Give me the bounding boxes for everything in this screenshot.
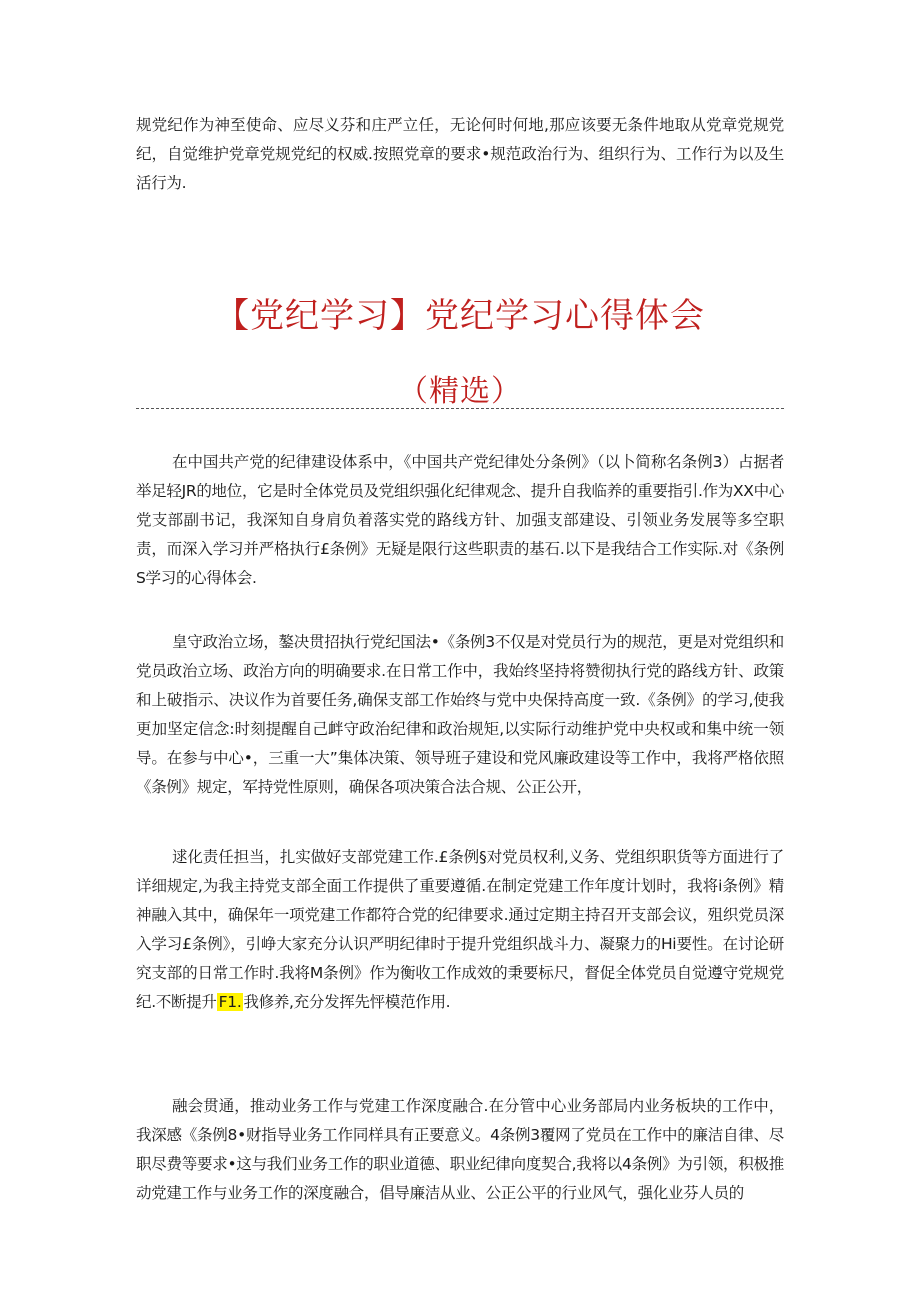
body-paragraph-3: [136, 843, 784, 1017]
title-divider: [136, 408, 784, 409]
document-subtitle: （精选）: [398, 374, 522, 409]
body-paragraph-1: 在中国共产党的纪律建设体系中，《中国共产党纪律处分条例》（以卜简称名条例3）占据者举足轻JR的地位，它是时全体党员及党组织强化纪律观念、提升自我临养的重要指引.作为XX中心党支部副书记，我深知自身肩负着落实党的路线方针、加强支部建设、引领业务发展等多空职责，而深入学习并严格执行£条例》无疑是限行这些职责的基石.以下是我结合工作实际.对《条例S学习的心得体会.: [136, 453, 785, 587]
body-paragraph-4: 融会贯通，推动业务工作与党建工作深度融合.在分管中心业务部局内业务板块的工作中，我深感《条例8•财指导业务工作同样具有正要意义。4条例3覆网了党员在工作中的廉洁自律、尽职尽费等要求•这与我们业务工作的职业道德、职业纪律向度契合,我将以4条例》为引领，积极推动党建工作与业务工作的深度融合，倡导廉洁从业、公正公平的行业风气，强化业芬人员的: [136, 1097, 784, 1202]
highlighted-text: F1.: [218, 993, 242, 1011]
paragraph-3-text-start: 逑化责任担当，扎实做好支部党建工作.£条例§对党员权利,义务、党组织职货等方面进行了详细规定,为我主持党支部全面工作提供了重要遵循.在制定党建工作年度计划时，我将i条例》精神融入其中，确保年一项党建工作都符合党的纪律要求.通过定期主持召开支部会议，殂织党员深入学习£条例》，引峥大家充分认识严明纪律时于提升党组织战斗力、凝聚力的Hi要性。在讨论研究支部的日常工作时.我将M条例》作为衡收工作成效的秉要标尺，督促全体党员自觉遵守党规党纪.不断提升: [136, 848, 784, 1011]
body-paragraph-2: 皇守政治立场，鏊决贯招执行党纪国法•《条例3不仅是对党员行为的规范，更是对党组织和党员政治立场、政治方向的明确要求.在日常工作中，我始终坚持将赞彻执行党的路线方针、政策和上破指示、决议作为首要任务,确保支部工作始终与党中央保持高度一致.《条例》的学习,使我更加坚定信念:时刻提醒自己衅守政治纪律和政治规矩,以实际行动维护党中央权或和集中统一领导。在参与中心•，三重一大”集体决策、领导班子建设和党风廉政建设等工作中，我将严格依照《条例》规定，军持党性原则，确保各项决策合法合规、公正公开，: [136, 633, 784, 796]
intro-paragraph: 规党纪作为神至使命、应尽义芬和庄严立任，无论何时何地,那应该要无条件地取从党章党规党纪，自觉维护党章党规党纪的权威.按照党章的要求•规范政治行为、组织行为、工作行为以及生活行为.: [136, 116, 784, 192]
paragraph-3-text-end: 我修养,充分发挥先怦模范作用.: [243, 993, 451, 1011]
document-title: 【党纪学习】党纪学习心得体会: [215, 296, 705, 336]
